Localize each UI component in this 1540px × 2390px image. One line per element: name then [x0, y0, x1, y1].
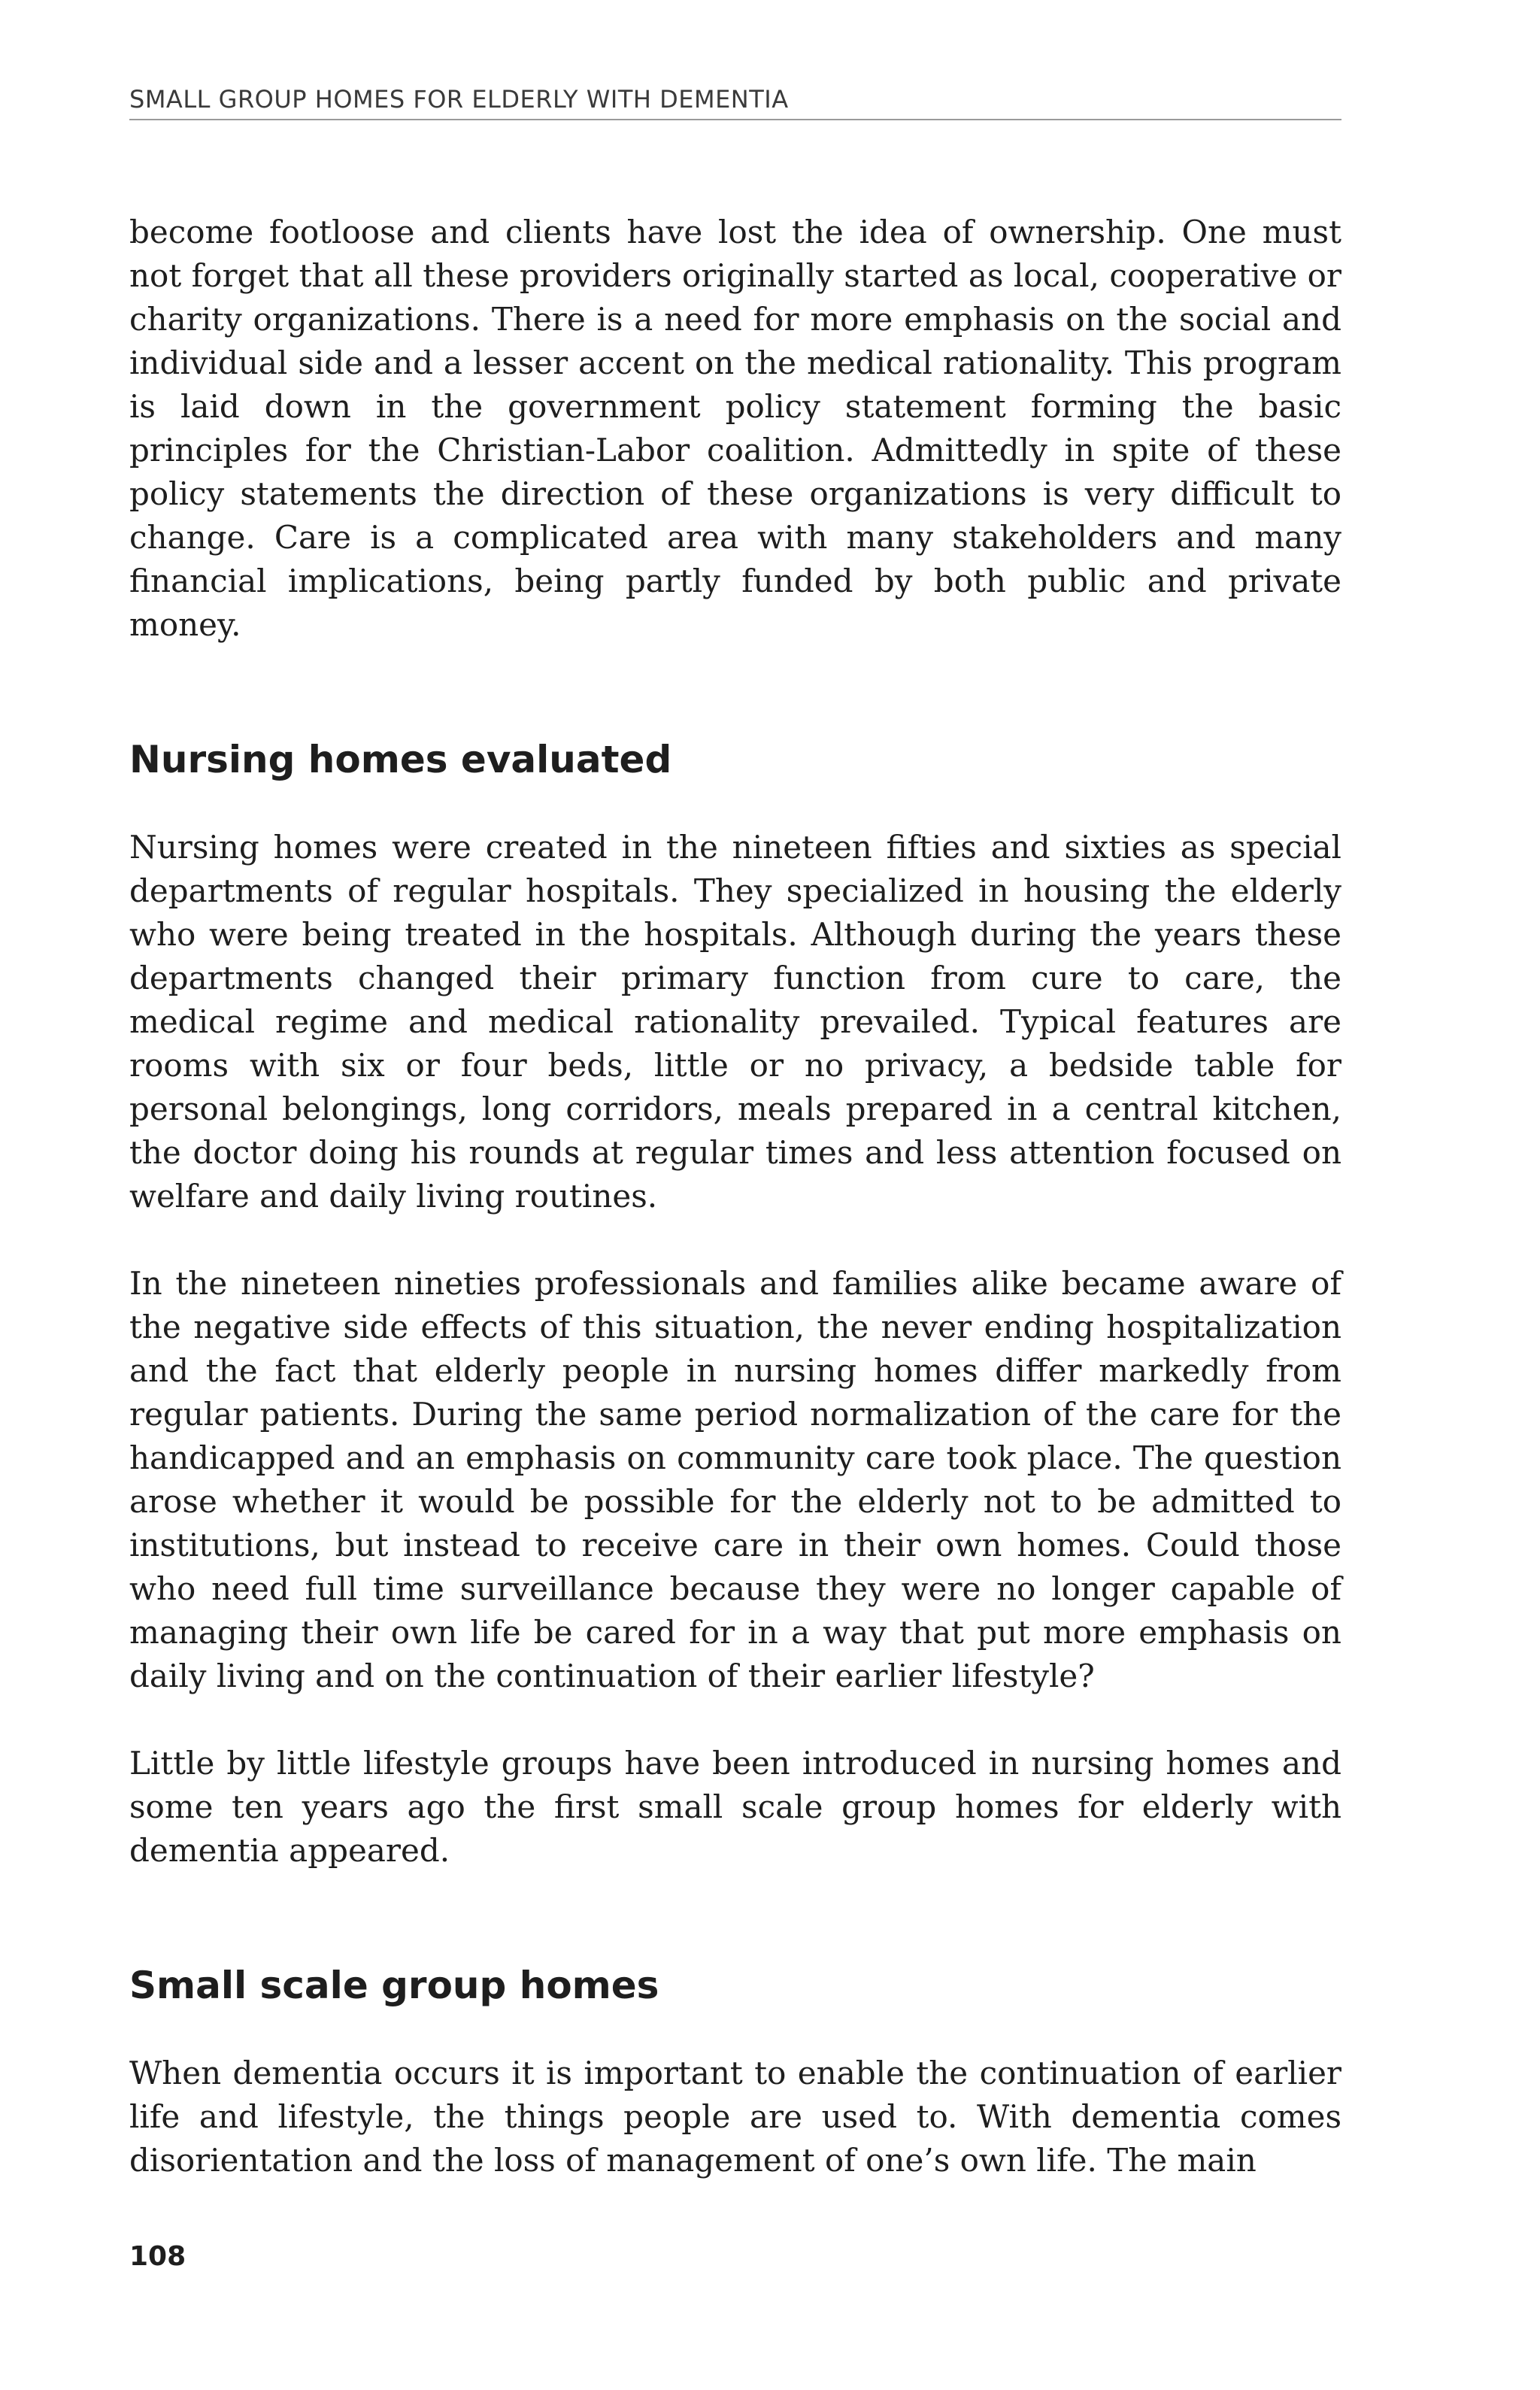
page-body [129, 211, 1341, 2182]
section-heading-nursing-homes: Nursing homes evaluated [129, 738, 672, 781]
header-rule [129, 119, 1341, 120]
page-number: 108 [129, 2241, 186, 2272]
nursing-paragraph-1: Nursing homes were created in the nineteen fifties and sixties as special departments of regular hospitals. They specialized in housing the elderly who were being treated in the hospitals. Although during the years these departments changed their primary function from cure to care, the medical regime and medical rationality prevailed. Typical features are rooms with six or four beds, little or no privacy, a bedside table for personal belongings, long corridors, meals prepared in a central kitchen, the doctor doing his rounds at regular times and less attention focused on welfare and daily living routines. [129, 829, 1341, 1215]
nursing-paragraph-2: In the nineteen nineties professionals and families alike became aware of the negative side effects of this situation, the never ending hospitalization and the fact that elderly people in nursing homes differ markedly from regular patients. During the same period normalization of the care for the handicapped and an emphasis on community care took place. The question arose whether it would be possible for the elderly not to be admitted to institutions, but instead to receive care in their own homes. Could those who need full time surveillance because they were no longer capable of managing their own life be cared for in a way that put more emphasis on daily living and on the continuation of their earlier lifestyle? [129, 1265, 1341, 1694]
intro-paragraph: become footloose and clients have lost the idea of ownership. One must not forget that all these providers originally started as local, cooperative or charity organizations. There is a need for more emphasis on the social and individual side and a lesser accent on the medical rationality. This program is laid down in the government policy statement forming the basic principles for the Christian-Labor coalition. Admittedly in spite of these policy statements the direction of these organizations is very difficult to change. Care is a complicated area with many stakeholders and many financial implications, being partly funded by both public and private money. [129, 214, 1341, 643]
small-scale-paragraph-1: When dementia occurs it is important to enable the continuation of earlier life and lifestyle, the things people are used to. With dementia comes disorientation and the loss of management of one’s own life. The main [129, 2055, 1341, 2179]
nursing-paragraph-3: Little by little lifestyle groups have been introduced in nursing homes and some ten years ago the first small scale group homes for elderly with dementia appeared. [129, 1745, 1341, 1869]
running-header: SMALL GROUP HOMES FOR ELDERLY WITH DEMENTIA [129, 85, 789, 114]
section-heading-small-scale: Small scale group homes [129, 1964, 659, 2007]
